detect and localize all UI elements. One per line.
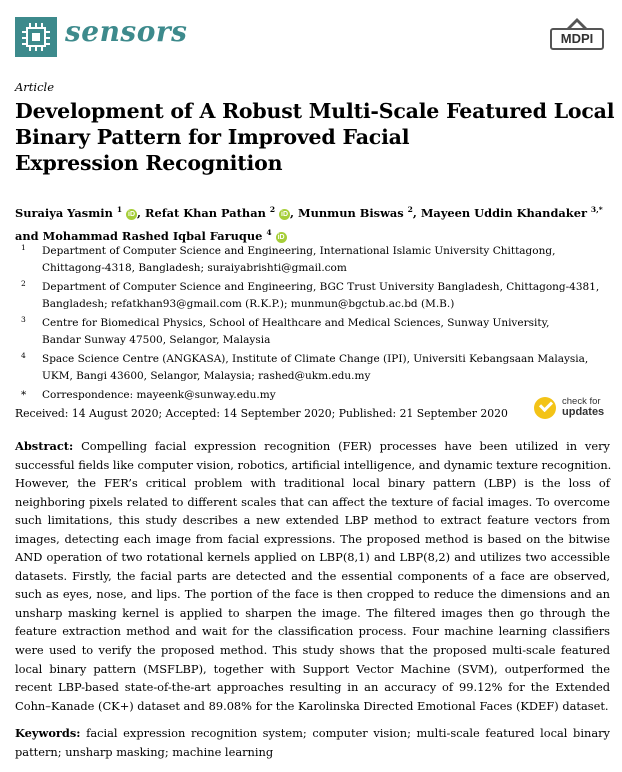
affiliation-marker: 4 <box>266 227 272 237</box>
title-line: Expression Recognition <box>15 151 283 175</box>
updates-label: updates <box>562 406 605 418</box>
article-type: Article <box>15 80 55 94</box>
author-name[interactable]: Refat Khan Pathan <box>144 205 266 220</box>
abstract-line: However, the FER’s critical problem with traditional local binary pattern (LBP) is the loss of <box>15 476 610 491</box>
abstract-line: images, detecting each image from facial expressions. The proposed method is based on the bitwise <box>15 531 610 546</box>
abstract-line: Abstract: Compelling facial expression recognition (FER) processes have been utilized in very <box>15 439 610 453</box>
abstract-line: Cohn–Kanade (CK+) dataset and 89.08% for the Karolinska Directed Emotional Faces (KDEF) dataset. <box>15 698 609 713</box>
orcid-icon[interactable]: iD <box>128 210 136 218</box>
affiliation-line: Department of Computer Science and Engineering, BGC Trust University Bangladesh, Chittagong-4381, <box>42 281 600 293</box>
affiliation-marker: 2 <box>407 205 413 214</box>
affiliation-marker: 2 <box>269 205 276 214</box>
affiliation-number: 2 <box>21 279 26 288</box>
correspondence-line[interactable]: Correspondence: mayeenk@sunway.edu.my <box>42 389 276 401</box>
author-name[interactable]: Mayeen Uddin Khandaker <box>420 205 587 220</box>
title-line: Development of A Robust Multi-Scale Featured Local <box>15 99 615 123</box>
abstract-line: local binary pattern (MSFLBP), together with Support Vector Machine (SVM), outperformed the <box>15 661 610 676</box>
affiliation-line: Centre for Biomedical Physics, School of Healthcare and Medical Sciences, Sunway University, <box>42 317 550 329</box>
abstract-line: successful fields like computer vision, robotics, artificial intelligence, and dynamic texture recognition. <box>15 457 612 472</box>
abstract-line: feature extraction method and wait for the classification process. Four machine learning classifiers <box>15 624 610 639</box>
author-name[interactable]: Mohammad Rashed Iqbal Faruque <box>42 228 263 243</box>
abstract-line: datasets. Firstly, the facial parts are detected and the essential components of a face are observed, <box>15 568 610 583</box>
correspondence <box>15 387 615 404</box>
abstract-line: AND operation of two rotational kernels applied on LBP(8,1) and LBP(8,2) and utilizes two accessible <box>15 550 610 565</box>
keywords-line: pattern; unsharp masking; machine learning <box>15 744 274 759</box>
publisher-name: MDPI <box>550 28 604 50</box>
affiliation-line: UKM, Bangi 43600, Selangor, Malaysia; rashed@ukm.edu.my <box>42 369 371 382</box>
correspondence-marker: * <box>21 389 27 401</box>
affiliation-number: 3 <box>21 315 26 324</box>
check-for-updates-label: check for <box>562 396 601 407</box>
paper-title <box>15 98 615 176</box>
author-connector: and <box>15 228 43 243</box>
publisher-logo[interactable] <box>550 28 606 52</box>
journal-logo-icon <box>15 17 57 57</box>
keywords-line: Keywords: facial expression recognition system; computer vision; multi-scale featured local binary <box>15 726 610 740</box>
affiliation-item <box>15 315 615 348</box>
orcid-icon[interactable]: iD <box>281 210 289 218</box>
affiliation-item <box>15 351 615 384</box>
keywords-label: Keywords: <box>15 726 81 740</box>
affiliation-marker: 3,* <box>590 205 603 214</box>
abstract-line: such as eyes, nose, and lips. The portion of the face is then cropped to reduce the dimensions and an <box>15 587 610 602</box>
affiliation-marker: 1 <box>116 205 123 214</box>
abstract-line: unsharp masking kernel is applied to sharpen the image. The filtered images then go through the <box>15 605 610 620</box>
affiliation-line: Bangladesh; refatkhan93@gmail.com (R.K.P.); munmun@bgctub.ac.bd (M.B.) <box>42 297 455 310</box>
affiliation-line: Space Science Centre (ANGKASA), Institute of Climate Change (IPI), Universiti Kebangsaan Malaysia, <box>42 353 589 365</box>
abstract-line: recent LBP-based state-of-the-art approaches resulting in an accuracy of 99.12% for the Extended <box>15 680 610 695</box>
publication-dates: Received: 14 August 2020; Accepted: 14 September 2020; Published: 21 September 2020 <box>15 407 508 420</box>
keywords <box>15 724 610 761</box>
journal-name[interactable]: sensors <box>65 15 188 48</box>
affiliation-line: Chittagong-4318, Bangladesh; suraiyabrishti@gmail.com <box>42 261 347 274</box>
title-line: Binary Pattern for Improved Facial <box>15 125 410 149</box>
abstract-line: neighboring pixels related to different scales that can affect the texture of facial images. To overcome <box>15 494 610 509</box>
affiliations <box>15 243 615 407</box>
affiliation-line: Bandar Sunway 47500, Selangor, Malaysia <box>42 333 271 346</box>
orcid-icon[interactable]: iD <box>277 233 285 241</box>
affiliation-item <box>15 279 615 312</box>
abstract-line: such limitations, this study describes a new extended LBP method to extract feature vectors from <box>15 513 610 528</box>
check-for-updates-button[interactable] <box>562 396 612 420</box>
author-name[interactable]: Suraiya Yasmin <box>15 205 113 220</box>
chip-icon <box>26 27 46 47</box>
abstract <box>15 437 610 715</box>
abstract-line: were used to verify the proposed method. This study shows that the proposed multi-scale featured <box>15 643 610 658</box>
affiliation-number: 1 <box>21 243 26 252</box>
abstract-label: Abstract: <box>15 439 74 453</box>
author-list: Suraiya Yasmin $^1$ iD , Refat Khan Pathan $^2$ iD , Munmun Biswas $^2$, Mayeen Uddin Khandaker $^{3,*}$ and Mohammad Rashed Iqbal Faruque $^4$ iD <box>15 205 603 243</box>
author-name[interactable]: Munmun Biswas <box>297 205 404 220</box>
affiliation-number: 4 <box>21 351 26 360</box>
affiliation-line: Department of Computer Science and Engineering, International Islamic University Chittagong, <box>42 245 556 257</box>
affiliation-item <box>15 243 615 276</box>
